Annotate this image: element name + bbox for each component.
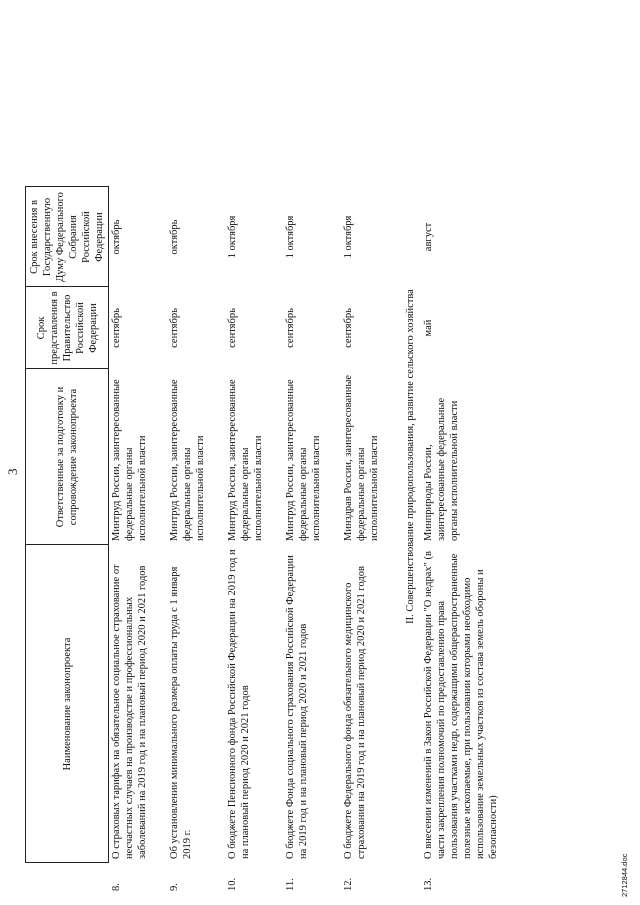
- bill-responsible: Минтруд России, заинтересованные федеральные органы исполнительной власти: [226, 379, 264, 541]
- table-header-row: [26, 20, 109, 893]
- bill-gov-deadline: сентябрь: [342, 308, 354, 348]
- bill-responsible: Минздрав России, заинтересованные федеральные органы исполнительной власти: [342, 374, 380, 541]
- bill-name: О внесении изменений в Закон Российской Федерации "О недрах" (в части закрепления полномочий по предоставлению права пользования участками недр, содержащими общераспространенные полезные ископаемые, при пользовании которыми необходимо использование земельных участков из состава земель обороны и безопасности): [422, 551, 499, 859]
- table-row: [341, 20, 399, 893]
- row-number: 13.: [422, 877, 434, 891]
- table-row: [109, 20, 167, 893]
- bill-responsible: Минтруд России, заинтересованные федеральные органы исполнительной власти: [284, 379, 322, 541]
- bill-gov-deadline: сентябрь: [226, 308, 238, 348]
- row-number: 8.: [110, 883, 122, 891]
- table-row: [167, 20, 225, 893]
- bill-duma-deadline: 1 октября: [284, 215, 296, 259]
- document-id: 2712844.doc: [620, 853, 629, 897]
- bill-responsible: Минтруд России, заинтересованные федеральные органы исполнительной власти: [111, 379, 149, 541]
- bill-duma-deadline: октябрь: [111, 219, 123, 255]
- bill-gov-deadline: сентябрь: [168, 308, 180, 348]
- row-number: 9.: [168, 883, 180, 891]
- row-number: 11.: [284, 878, 296, 891]
- bill-duma-deadline: 1 октября: [226, 215, 238, 259]
- bill-responsible: Минтруд России, заинтересованные федеральные органы исполнительной власти: [168, 379, 206, 541]
- header-responsible: Ответственные за подготовку и сопровождение законопроекта: [26, 369, 109, 545]
- bill-duma-deadline: 1 октября: [342, 215, 354, 259]
- section-title: II. Совершенствование природопользования, развитие сельского хозяйства: [404, 289, 416, 624]
- header-name: Наименование законопроекта: [26, 545, 109, 863]
- table-row: [421, 20, 500, 893]
- page-number: 3: [5, 468, 20, 475]
- header-duma-deadline: Срок внесения в Государственную Думу Федерального Собрания Российской Федерации: [26, 187, 109, 287]
- bill-responsible: Минприроды России, заинтересованные федеральные органы исполнительной власти: [422, 397, 460, 541]
- bill-gov-deadline: май: [422, 319, 434, 337]
- table-row: [283, 20, 341, 893]
- bill-duma-deadline: октябрь: [168, 219, 180, 255]
- bill-name: О страховых тарифах на обязательное социальное страхование от несчастных случаев на производстве и профессиональных заболеваний на 2019 год и на плановый период 2020 и 2021 годов: [111, 564, 149, 859]
- bill-name: Об установлении минимального размера оплаты труда с 1 января 2019 г.: [168, 566, 193, 859]
- bill-name: О бюджете Фонда социального страхования Российской Федерации на 2019 год и на плановый период 2020 и 2021 годов: [284, 555, 309, 859]
- bill-name: О бюджете Федерального фонда обязательного медицинского страхования на 2019 год и на плановый период 2020 и 2021 годов: [342, 566, 367, 859]
- header-blank-right: [26, 20, 109, 187]
- bill-gov-deadline: сентябрь: [284, 308, 296, 348]
- header-blank: [26, 863, 109, 893]
- bills-table: [25, 20, 500, 893]
- bill-gov-deadline: сентябрь: [111, 308, 123, 348]
- table-row: [225, 20, 283, 893]
- row-number: 12.: [342, 877, 354, 891]
- bill-duma-deadline: август: [422, 222, 434, 252]
- bill-name: О бюджете Пенсионного фонда Российской Федерации на 2019 год и на плановый период 2020 и 2021 годов: [226, 549, 251, 859]
- section-row: [399, 20, 421, 893]
- row-number: 10.: [226, 877, 238, 891]
- header-gov-deadline: Срок представления в Правительство Российской Федерации: [26, 287, 109, 369]
